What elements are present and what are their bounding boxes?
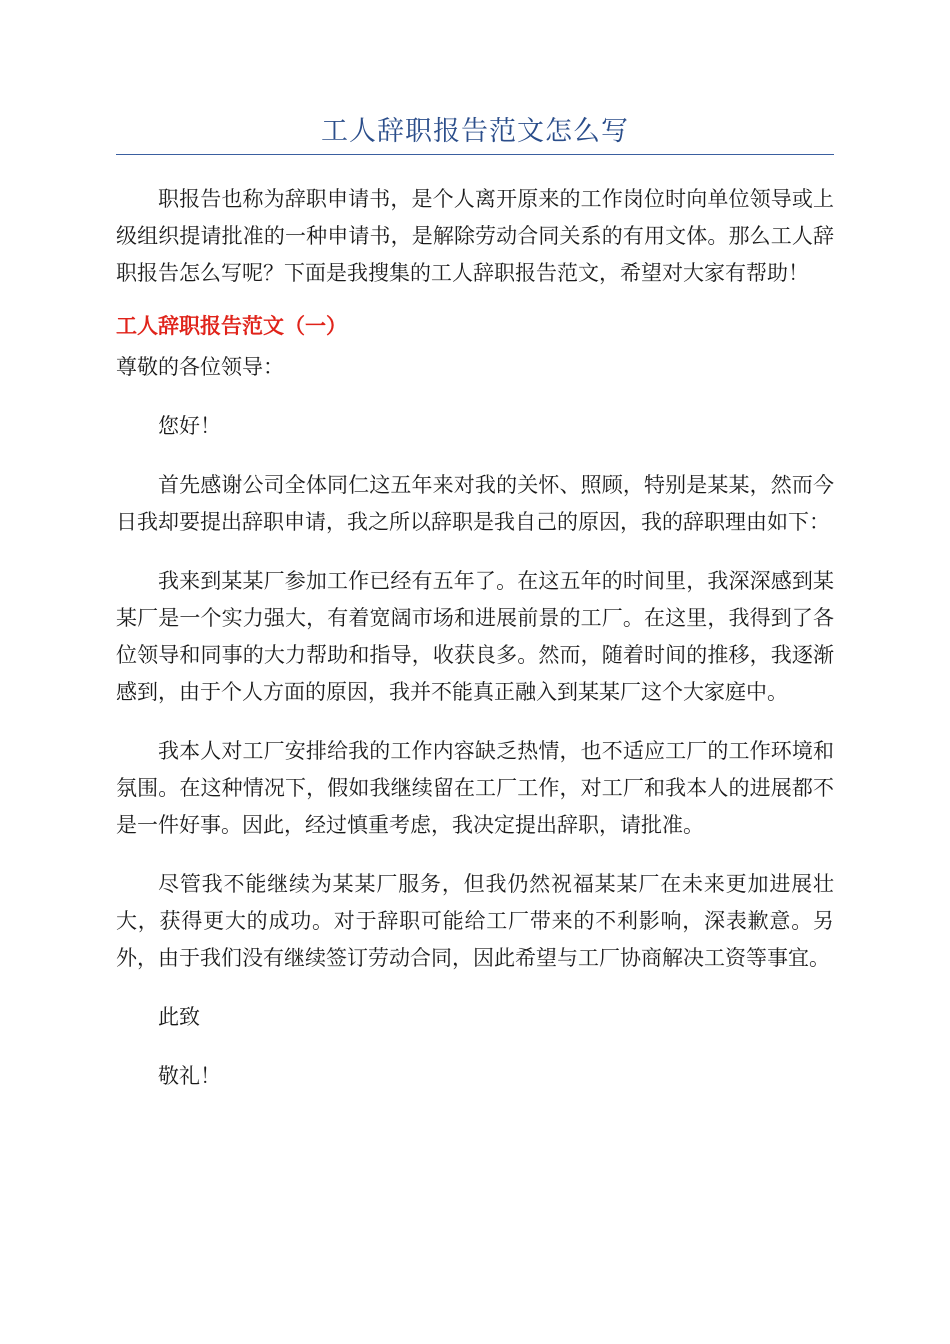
closing-line-1: 此致	[158, 1005, 200, 1029]
body-paragraph: 首先感谢公司全体同仁这五年来对我的关怀、照顾，特别是某某，然而今日我却要提出辞职申请，我之所以辞职是我自己的原因，我的辞职理由如下：	[116, 473, 834, 534]
body-paragraph: 我本人对工厂安排给我的工作内容缺乏热情，也不适应工厂的工作环境和氛围。在这种情况下，假如我继续留在工厂工作，对工厂和我本人的进展都不是一件好事。因此，经过慎重考虑，我决定提出辞职，请批准。	[116, 739, 834, 837]
greeting: 您好！	[158, 414, 221, 438]
section-heading: 工人辞职报告范文（一）	[116, 314, 347, 338]
title-underline	[116, 154, 834, 155]
document-page	[116, 110, 834, 1095]
body-paragraph: 我来到某某厂参加工作已经有五年了。在这五年的时间里，我深深感到某某厂是一个实力强大，有着宽阔市场和进展前景的工厂。在这里，我得到了各位领导和同事的大力帮助和指导，收获良多。然而，随着时间的推移，我逐渐感到，由于个人方面的原因，我并不能真正融入到某某厂这个大家庭中。	[116, 569, 834, 704]
document-title: 工人辞职报告范文怎么写	[321, 116, 629, 147]
closing-line-2: 敬礼！	[158, 1064, 221, 1088]
salutation: 尊敬的各位领导：	[116, 355, 284, 379]
intro-paragraph: 职报告也称为辞职申请书，是个人离开原来的工作岗位时向单位领导或上级组织提请批准的一种申请书，是解除劳动合同关系的有用文体。那么工人辞职报告怎么写呢？下面是我搜集的工人辞职报告范文，希望对大家有帮助！	[116, 187, 834, 285]
body-paragraph: 尽管我不能继续为某某厂服务，但我仍然祝福某某厂在未来更加进展壮大，获得更大的成功。对于辞职可能给工厂带来的不利影响，深表歉意。另外，由于我们没有继续签订劳动合同，因此希望与工厂协商解决工资等事宜。	[116, 872, 834, 970]
